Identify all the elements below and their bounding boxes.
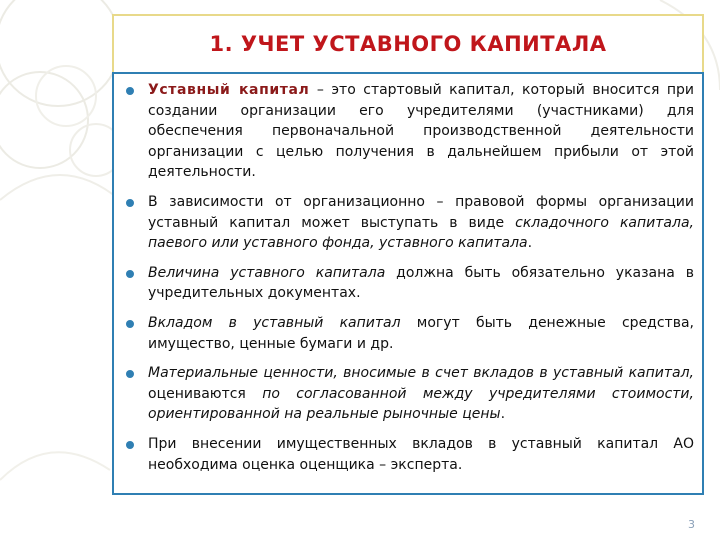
bullet-text: должна быть обязательно указана в учредительных документах.: [148, 264, 694, 302]
bullet-item-material-valuation: [122, 363, 694, 425]
bullet-marker: [126, 87, 134, 95]
bullet-marker: [126, 370, 134, 378]
bullet-text: могут быть денежные средства, имущество, ценные бумаги и др.: [148, 314, 694, 352]
decor-circle-inner: [36, 66, 96, 126]
page-number: 3: [688, 518, 695, 531]
bullet-item-legal-form: [122, 192, 694, 254]
bullet-italic-text: Величина уставного капитала: [148, 264, 386, 281]
bullet-text: В зависимости от организационно – правовой формы организации уставный капитал может выступать в виде: [148, 193, 694, 231]
bullet-marker: [126, 320, 134, 328]
bullet-italic-text: Вкладом в уставный капитал: [148, 314, 401, 331]
bullet-marker: [126, 199, 134, 207]
bullet-marker: [126, 270, 134, 278]
bullet-text-end: .: [527, 235, 533, 252]
bullet-text-end: .: [500, 406, 506, 423]
bullet-item-contributions: [122, 313, 694, 354]
bullet-text: При внесении имущественных вкладов в уставный капитал АО необходима оценка оценщика – эксперта.: [148, 435, 694, 473]
title-box: [112, 14, 704, 74]
bullet-list: [122, 80, 694, 475]
bullet-text: оцениваются: [148, 385, 263, 402]
content-box: [112, 72, 704, 495]
bullet-italic-text: Материальные ценности, вносимые в счет вкладов в уставный капитал,: [148, 365, 694, 382]
bullet-item-capital-amount: [122, 263, 694, 304]
decor-circle-large: [0, 0, 120, 106]
bullet-marker: [126, 441, 134, 449]
bullet-text: – это стартовый капитал, который вносится при создании организации его учредителями (участниками) для обеспечения первоначальной производственной деятельности организации с целью получения в дальнейшем прибыли от этой деятельности.: [148, 82, 694, 181]
bullet-italic-text-2: по согласованной между учредителями стоимости, ориентированной на реальные рыночные цены: [148, 385, 694, 423]
slide-title: 1. УЧЕТ УСТАВНОГО КАПИТАЛА: [209, 32, 607, 56]
bullet-item-expert-appraisal: [122, 434, 694, 475]
decor-arc-bottom: [0, 452, 110, 480]
term-charter-capital: Уставный капитал: [148, 82, 310, 98]
bullet-italic-text: складочного капитала, паевого или уставного фонда, уставного капитала: [148, 214, 694, 252]
bullet-item-charter-capital-definition: [122, 80, 694, 183]
decor-arc-left: [0, 175, 120, 200]
